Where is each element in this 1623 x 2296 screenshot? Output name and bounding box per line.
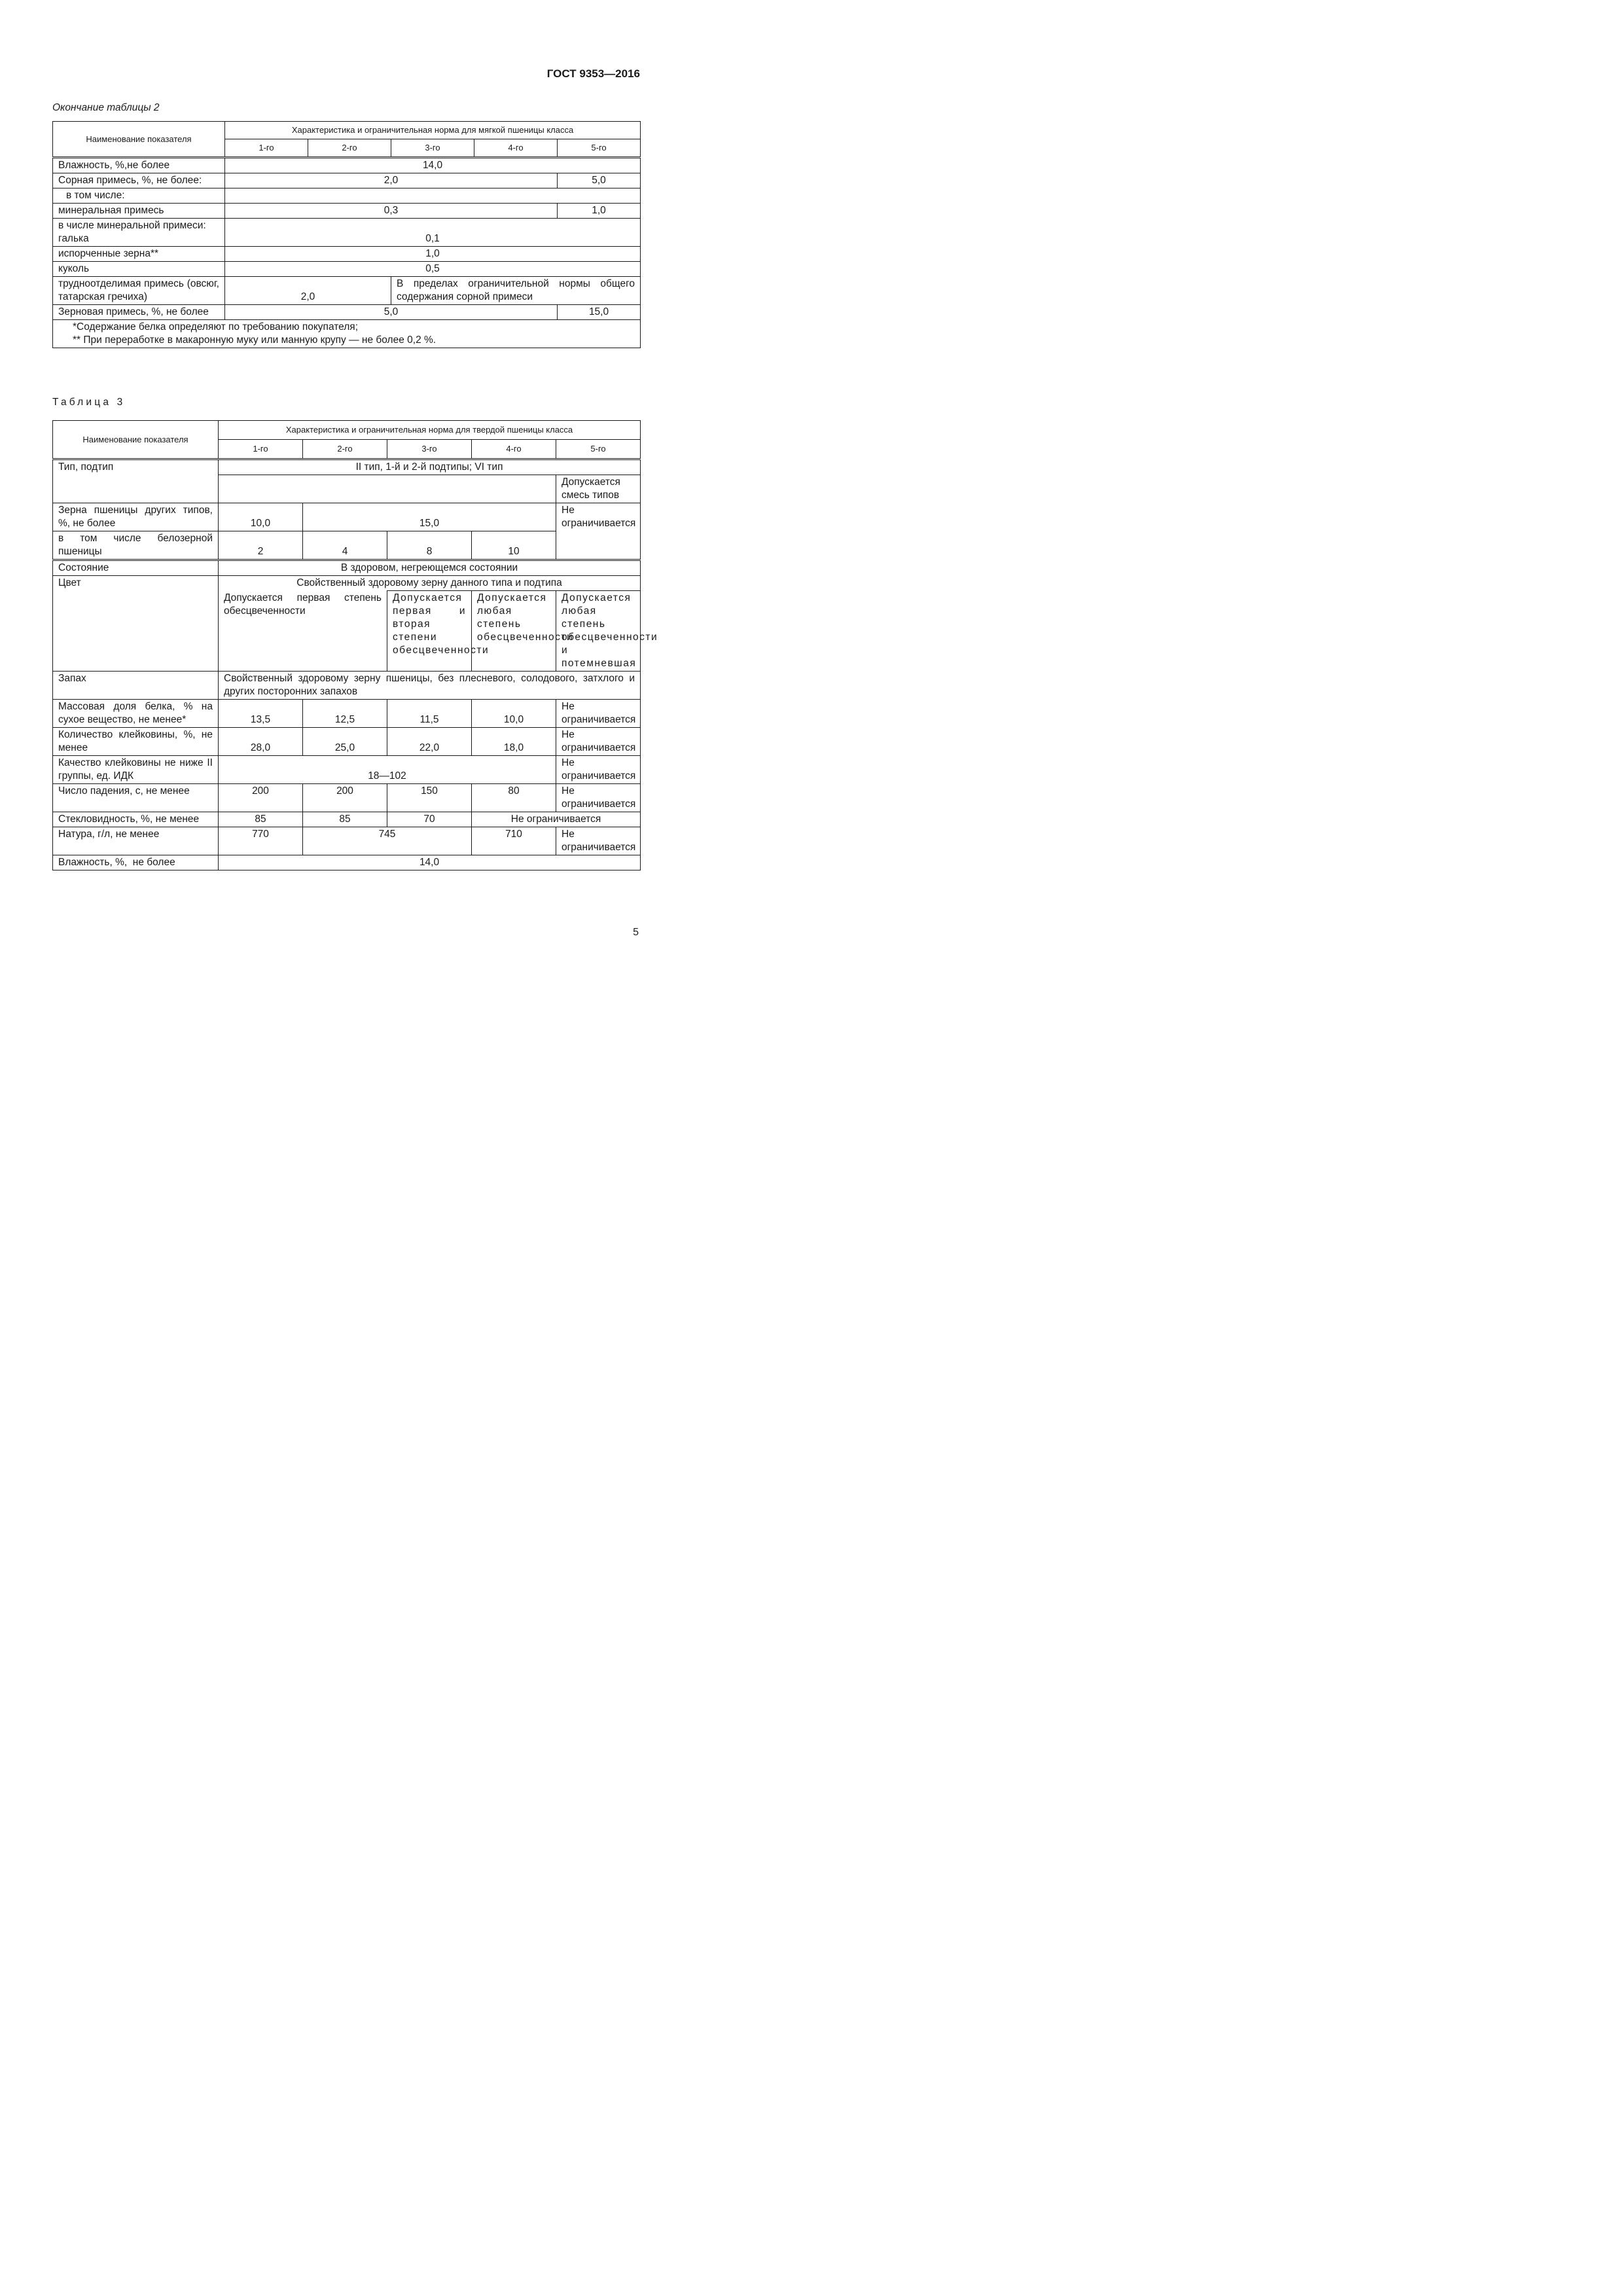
cell-value: 4	[303, 531, 387, 560]
table3-class-4: 4-го	[472, 440, 556, 459]
table-row	[53, 812, 641, 827]
row-name: Тип, подтип	[53, 459, 219, 503]
table3-label: Таблица 3	[52, 397, 126, 408]
row-name: Зерновая примесь, %, не более	[53, 305, 225, 320]
cell-value: 18,0	[472, 728, 556, 756]
cell-value: Не ограничивается	[556, 756, 641, 784]
table2-col-param: Наименование показателя	[53, 122, 225, 158]
row-name: Качество клейковины не ниже II группы, ед. ИДК	[53, 756, 219, 784]
cell-value: 5,0	[558, 173, 641, 188]
cell-value: В здоровом, негреющемся состоянии	[219, 560, 641, 576]
cell-value: 11,5	[387, 700, 472, 728]
row-name: Натура, г/л, не менее	[53, 827, 219, 855]
cell-value: Не ограничивается	[556, 728, 641, 756]
cell-value: 25,0	[303, 728, 387, 756]
cell-value: 150	[387, 784, 472, 812]
cell-value: 0,5	[225, 262, 641, 277]
table-row	[53, 219, 641, 247]
cell-value: Допускается смесь типов	[556, 475, 641, 503]
row-name: Состояние	[53, 560, 219, 576]
cell-value: 15,0	[558, 305, 641, 320]
table-row	[53, 459, 641, 475]
table2-continuation-caption: Окончание таблицы 2	[52, 102, 160, 113]
table-row	[53, 158, 641, 173]
cell-value: 2	[219, 531, 303, 560]
table3-col-group: Характеристика и ограничительная норма для твердой пшеницы класса	[219, 421, 641, 440]
cell-value: В пределах ограничительной нормы общего содержания сорной примеси	[391, 277, 641, 305]
cell-value: Допускается любая степень обесцвеченности и потемневшая	[556, 591, 641, 672]
cell-value: 14,0	[219, 855, 641, 870]
cell-value: 14,0	[225, 158, 641, 173]
table-row	[53, 827, 641, 855]
cell-value: 70	[387, 812, 472, 827]
table-row	[53, 277, 641, 305]
table-row	[53, 700, 641, 728]
cell-value: 1,0	[225, 247, 641, 262]
cell-value: 710	[472, 827, 556, 855]
row-name: Стекловидность, %, не менее	[53, 812, 219, 827]
table3-col-param: Наименование показателя	[53, 421, 219, 459]
cell-value: 0,1	[225, 219, 641, 247]
page-number: 5	[633, 927, 639, 938]
table2-class-5: 5-го	[558, 139, 641, 158]
cell-value: 5,0	[225, 305, 558, 320]
table-row	[53, 576, 641, 591]
cell-value: Не ограничивается	[556, 503, 641, 560]
row-name: Зерна пшеницы других типов, %, не более	[53, 503, 219, 531]
cell-value: Допускается первая и вторая степени обесцвеченности	[387, 591, 472, 672]
row-name: Цвет	[53, 576, 219, 672]
cell-value: Не ограничивается	[556, 784, 641, 812]
cell-value: 10,0	[472, 700, 556, 728]
cell-value: 18—102	[219, 756, 556, 784]
footnote: ** При переработке в макаронную муку или манную крупу — не более 0,2 %.	[73, 334, 437, 346]
table-row	[53, 262, 641, 277]
cell-value: Не ограничивается	[556, 827, 641, 855]
cell-value: 8	[387, 531, 472, 560]
cell-value: Допускается любая степень обесцвеченности	[472, 591, 556, 672]
cell-value: 10,0	[219, 503, 303, 531]
cell-value: 1,0	[558, 204, 641, 219]
cell-value: 15,0	[303, 503, 556, 531]
table2-col-group: Характеристика и ограничительная норма для мягкой пшеницы класса	[225, 122, 641, 139]
table-row	[53, 855, 641, 870]
cell-value: 745	[303, 827, 472, 855]
table2-class-4: 4-го	[474, 139, 558, 158]
table3-class-2: 2-го	[303, 440, 387, 459]
table-row	[53, 728, 641, 756]
row-name: куколь	[53, 262, 225, 277]
row-name: в том числе:	[53, 188, 225, 204]
table-row	[53, 672, 641, 700]
row-name-sub: галька	[58, 233, 89, 244]
table2-class-2: 2-го	[308, 139, 391, 158]
table2-header-row	[53, 122, 641, 139]
cell-value: 13,5	[219, 700, 303, 728]
row-name: в том числе белозерной пшеницы	[53, 531, 219, 560]
table-3	[52, 420, 658, 870]
row-name: Влажность, %,не более	[53, 158, 225, 173]
table3-class-1: 1-го	[219, 440, 303, 459]
cell-value: Не ограничивается	[556, 700, 641, 728]
cell-value: 10	[472, 531, 556, 560]
cell-value: 85	[219, 812, 303, 827]
table-2	[52, 121, 641, 348]
table3-class-5: 5-го	[556, 440, 641, 459]
row-name: Сорная примесь, %, не более:	[53, 173, 225, 188]
row-name: минеральная примесь	[53, 204, 225, 219]
table-row	[53, 204, 641, 219]
cell-value: Допускается первая степень обесцвеченности	[219, 591, 387, 672]
table-row	[53, 173, 641, 188]
table-row	[53, 188, 641, 204]
cell-value: 200	[303, 784, 387, 812]
table-row	[53, 247, 641, 262]
cell-value: 12,5	[303, 700, 387, 728]
cell-value: 2,0	[225, 173, 558, 188]
table-row	[53, 756, 641, 784]
table3-header-row	[53, 421, 641, 440]
cell-value: 22,0	[387, 728, 472, 756]
cell-value: 85	[303, 812, 387, 827]
row-name: трудноотделимая примесь (овсюг, татарская гречиха)	[53, 277, 225, 305]
row-name: испорченные зерна**	[53, 247, 225, 262]
row-name: Влажность, %, не более	[53, 855, 219, 870]
cell-value: 2,0	[225, 277, 391, 305]
table3-class-3: 3-го	[387, 440, 472, 459]
row-name: Запах	[53, 672, 219, 700]
table2-class-1: 1-го	[225, 139, 308, 158]
table2-footnotes-row	[53, 320, 641, 348]
cell-value: 0,3	[225, 204, 558, 219]
table-row	[53, 503, 641, 531]
table-row	[53, 560, 641, 576]
cell-value: Свойственный здоровому зерну данного типа и подтипа	[219, 576, 641, 591]
table2-class-3: 3-го	[391, 139, 474, 158]
cell-value: 770	[219, 827, 303, 855]
table-row	[53, 784, 641, 812]
table-row	[53, 531, 641, 560]
cell-value: 80	[472, 784, 556, 812]
row-name: Число падения, с, не менее	[53, 784, 219, 812]
standard-number: ГОСТ 9353—2016	[546, 67, 640, 80]
cell-value: Не ограничивается	[472, 812, 641, 827]
row-name: в числе минеральной примеси:	[58, 220, 206, 231]
footnote: *Содержание белка определяют по требованию покупателя;	[73, 321, 358, 332]
cell-value: 28,0	[219, 728, 303, 756]
table-row	[53, 305, 641, 320]
cell-value: II тип, 1-й и 2-й подтипы; VI тип	[219, 459, 641, 475]
row-name: Массовая доля белка, % на сухое вещество, не менее*	[53, 700, 219, 728]
row-name: Количество клейковины, %, не менее	[53, 728, 219, 756]
cell-value: 200	[219, 784, 303, 812]
cell-value: Свойственный здоровому зерну пшеницы, без плесневого, солодового, затхлого и других посторонних запахов	[219, 672, 641, 700]
